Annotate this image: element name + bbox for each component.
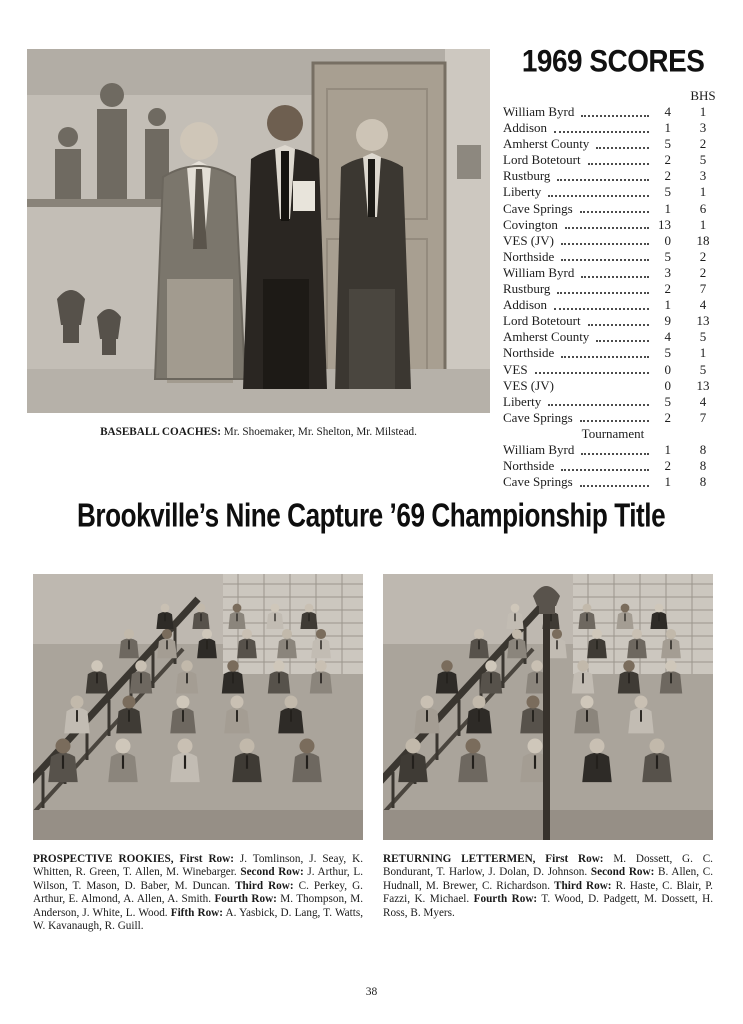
caption-label: Third Row:: [554, 879, 612, 892]
score-row: [503, 104, 723, 120]
opponent-score: 5: [664, 248, 671, 264]
dot-leader: [581, 115, 649, 117]
opponent-score: 1: [664, 297, 671, 313]
caption-label: Second Row:: [240, 866, 304, 879]
opponent-score: 5: [664, 136, 671, 152]
score-row: [503, 249, 723, 265]
caption-text: J. Arthur, L. Wilson, T. Mason, D. Baber, M. Duncan.: [33, 866, 364, 892]
bhs-score: 18: [696, 232, 710, 248]
opponent-score: 2: [664, 409, 671, 425]
score-row: [503, 297, 723, 313]
bhs-score: 1: [699, 184, 707, 200]
dot-leader: [580, 211, 649, 213]
lettermen-caption: [383, 853, 713, 920]
dot-leader: [548, 195, 649, 197]
dot-leader: [557, 179, 649, 181]
dot-leader: [561, 243, 649, 245]
dot-leader: [561, 356, 649, 358]
team-name: William Byrd: [503, 104, 575, 119]
opponent-score: 2: [664, 152, 671, 168]
opponent-score: 2: [664, 168, 671, 184]
score-row: [503, 120, 723, 136]
caption-label: Fourth Row:: [214, 893, 277, 906]
bhs-score: 13: [696, 313, 710, 329]
dot-leader: [554, 308, 649, 310]
team-name: Cave Springs: [503, 200, 573, 216]
dot-leader: [581, 453, 649, 455]
team-name: Rustburg: [503, 168, 551, 184]
team-name: William Byrd: [503, 264, 575, 280]
bhs-score: 7: [699, 409, 707, 425]
score-row: [503, 152, 723, 168]
team-name: Northside: [503, 248, 555, 264]
bhs-score: 5: [699, 361, 707, 377]
caption-text: C. Perkey, G. Arthur, E. Almond, A. Allen, A. Smith.: [33, 879, 363, 906]
bhs-score: 5: [699, 152, 707, 168]
rookies-caption: [33, 853, 363, 933]
bhs-score: 4: [699, 393, 707, 409]
caption-text: R. Haste, C. Blair, P. Fazzi, K. Michael.: [383, 879, 713, 906]
bhs-score: 13: [696, 377, 710, 393]
bhs-score: 1: [699, 216, 707, 232]
bhs-score: 8: [699, 458, 707, 474]
dot-leader: [557, 292, 649, 294]
team-name: Cave Springs: [503, 409, 573, 425]
dot-leader: [561, 469, 649, 471]
team-name: Rustburg: [503, 281, 551, 297]
score-row: [503, 410, 723, 426]
tournament-table: [503, 442, 723, 490]
team-name: Addison: [503, 297, 548, 313]
dot-leader: [580, 485, 649, 487]
dot-leader: [554, 131, 649, 133]
bhs-score: 3: [699, 120, 707, 136]
dot-leader: [580, 420, 649, 422]
caption-text: J. Tomlinson, J. Seay, K. Whitten, R. Green, T. Allen, M. Winebarger.: [33, 853, 363, 879]
team-name: Lord Botetourt: [503, 152, 581, 168]
bhs-score: 4: [699, 297, 707, 313]
score-row: [503, 313, 723, 329]
team-name: Covington: [503, 216, 558, 232]
team-name: VES: [503, 361, 528, 377]
score-row: [503, 184, 723, 200]
bhs-score: 2: [699, 136, 707, 152]
caption-text: M. Thompson, M. Anderson, J. White, L. Wood.: [33, 893, 363, 919]
opponent-score: 2: [664, 458, 671, 474]
rookies-team-photo: [33, 574, 363, 840]
caption-label: Third Row:: [235, 879, 294, 892]
score-row: [503, 168, 723, 184]
score-row: [503, 442, 723, 458]
score-row: [503, 474, 723, 490]
team-name: Liberty: [503, 184, 542, 200]
opponent-score: 0: [664, 232, 671, 248]
opponent-score: 2: [664, 281, 671, 297]
bhs-score: 5: [699, 329, 707, 345]
team-name: VES (JV): [503, 232, 554, 248]
caption-text: Mr. Shoemaker, Mr. Shelton, Mr. Milstead.: [220, 426, 417, 438]
opponent-score: 1: [664, 200, 671, 216]
opponent-score: 1: [664, 474, 671, 490]
score-row: [503, 136, 723, 152]
team-name: VES (JV): [503, 377, 554, 393]
caption-text: M. Dossett, G. C. Bondurant, T. Harlow, J. Dolan, D. Johnson.: [383, 853, 713, 879]
lettermen-team-photo: [383, 574, 713, 840]
score-row: [503, 458, 723, 474]
dot-leader: [581, 276, 649, 278]
dot-leader: [548, 404, 649, 406]
tournament-label: Tournament: [581, 425, 645, 441]
score-row: [503, 345, 723, 361]
dot-leader: [535, 372, 649, 374]
article-headline: Brookville’s Nine Capture ’69 Championship Title: [77, 498, 666, 535]
caption-text: B. Allen, C. Hudnall, M. Brewer, C. Richardson.: [383, 866, 713, 892]
bhs-score: 6: [699, 200, 707, 216]
opponent-score: 1: [664, 441, 671, 457]
dot-leader: [596, 340, 649, 342]
score-row: [503, 201, 723, 217]
caption-text: T. Wood, D. Padgett, M. Dossett, H. Ross, B. Myers.: [383, 893, 713, 919]
opponent-score: 3: [664, 264, 671, 280]
score-row: [503, 281, 723, 297]
dot-leader: [588, 324, 649, 326]
dot-leader: [565, 227, 649, 229]
bhs-score: 3: [699, 168, 707, 184]
team-name: Addison: [503, 120, 548, 136]
team-name: Liberty: [503, 393, 542, 409]
coaches-photo: [27, 49, 490, 413]
opponent-score: 5: [664, 393, 671, 409]
opponent-score: 1: [664, 120, 671, 136]
opponent-score: 0: [664, 361, 671, 377]
score-row: [503, 217, 723, 233]
dot-leader: [588, 163, 649, 165]
caption-label: Fourth Row:: [473, 893, 538, 906]
caption-label: RETURNING LETTERMEN, First Row:: [383, 853, 604, 865]
bhs-score: 2: [699, 264, 707, 280]
scores-block: [503, 44, 723, 490]
caption-label: Second Row:: [590, 866, 655, 879]
score-row: [503, 233, 723, 249]
bhs-score: 1: [699, 345, 707, 361]
dot-leader: [561, 388, 649, 390]
team-name: William Byrd: [503, 441, 575, 457]
scores-table: [503, 104, 723, 426]
score-row: [503, 394, 723, 410]
team-name: Northside: [503, 345, 555, 361]
score-row: [503, 265, 723, 281]
scores-column-header: BHS: [690, 88, 716, 103]
caption-label: BASEBALL COACHES:: [100, 426, 221, 438]
team-name: Lord Botetourt: [503, 313, 581, 329]
team-name: Northside: [503, 458, 555, 474]
team-name: Amherst County: [503, 136, 590, 152]
opponent-score: 0: [664, 377, 671, 393]
team-name: Amherst County: [503, 329, 590, 345]
opponent-score: 5: [664, 345, 671, 361]
caption-label: Fifth Row:: [170, 906, 223, 919]
opponent-score: 5: [664, 184, 671, 200]
score-row: [503, 329, 723, 345]
score-row: [503, 378, 723, 394]
bhs-score: 8: [699, 474, 707, 490]
page-number: 38: [365, 986, 378, 998]
bhs-score: 7: [699, 281, 707, 297]
team-name: Cave Springs: [503, 474, 573, 490]
bhs-score: 8: [699, 441, 707, 457]
coaches-caption: [27, 426, 490, 439]
opponent-score: 4: [664, 104, 671, 119]
caption-text: A. Yasbick, D. Lang, T. Watts, W. Kavanaugh, R. Guill.: [33, 906, 364, 933]
scores-title: 1969 SCORES: [521, 44, 705, 79]
opponent-score: 4: [664, 329, 671, 345]
opponent-score: 9: [664, 313, 671, 329]
score-row: [503, 362, 723, 378]
dot-leader: [561, 259, 649, 261]
dot-leader: [596, 147, 649, 149]
caption-label: PROSPECTIVE ROOKIES, First Row:: [33, 853, 234, 865]
bhs-score: 2: [699, 248, 707, 264]
bhs-score: 1: [699, 104, 707, 119]
opponent-score: 13: [658, 216, 671, 232]
